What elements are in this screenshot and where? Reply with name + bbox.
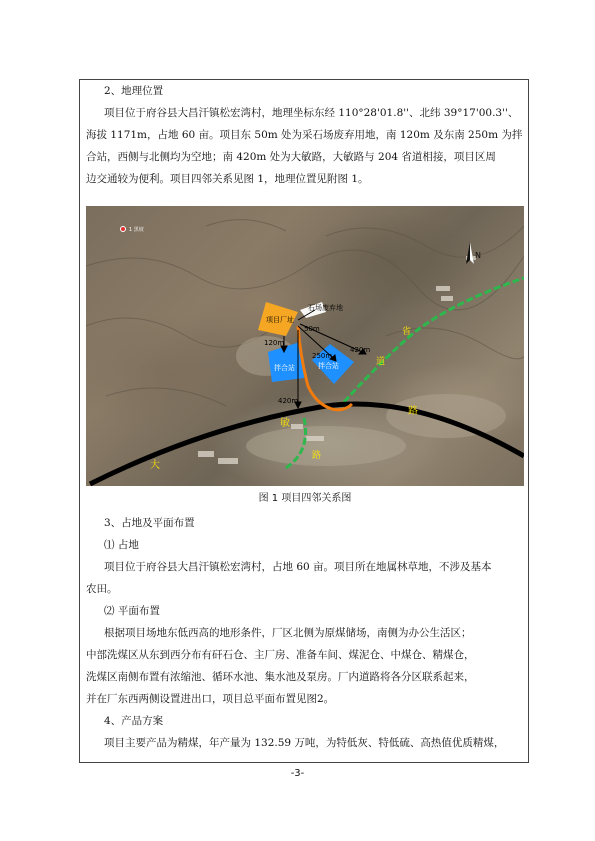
figure-caption: 图 1 项目四邻关系图 (258, 493, 352, 504)
geo-line-4: 边交通较为便利。项目四邻关系见图 1，地理位置见附图 1。 (86, 173, 369, 185)
north-arrow-icon (466, 242, 474, 264)
distance-250m: 250m (312, 352, 333, 360)
geo-line-3: 合站，西侧与北侧均为空地；南 420m 处为大敏路，大敏路与 204 省道相接，项目区周 (86, 151, 496, 163)
satellite-map-figure (86, 206, 524, 486)
provincial-road-north (344, 278, 524, 402)
plan-line-3: 洗煤区南侧布置有浓缩池、循环水池、集水池及泵房。厂内道路将各分区联系起来， (86, 671, 475, 683)
document-frame (79, 79, 529, 763)
geo-line-2: 海拔 1171m，占地 60 亩。项目东 50m 处为采石场废弃用地，南 120m 及东南 250m 为拌 (86, 129, 523, 141)
layout-heading: 3、占地及平面布置 (104, 517, 195, 529)
land-line-1: 项目位于府谷县大昌汗镇松宏湾村，占地 60 亩。项目所在地属林草地，不涉及基本 (104, 561, 492, 573)
plan-line-4: 并在厂东西两侧设置进出口，项目总平面布置见图2。 (86, 693, 335, 705)
page-number: -3- (290, 768, 305, 779)
project-site-label: 项目厂址 (266, 316, 294, 324)
distance-420m-east: 420m (350, 346, 371, 354)
distance-50m: 50m (304, 325, 320, 333)
product-heading: 4、产品方案 (104, 715, 164, 727)
mixing-plant-east-label: 拌合站 (318, 362, 339, 370)
product-line-1: 项目主要产品为精煤，年产量为 132.59 万吨，为特低灰、特低硫、高热值优质精煤， (104, 737, 505, 749)
prov-road-label-3: 路 (312, 451, 322, 461)
road-label-lu: 路 (408, 406, 418, 417)
north-label: N (475, 251, 481, 260)
road-label-min: 敏 (280, 418, 290, 429)
land-line-2: 农田。 (86, 583, 118, 595)
prov-road-label-1: 省 (402, 327, 412, 337)
map-overlay (86, 206, 524, 486)
prov-road-label-2: 道 (376, 357, 386, 367)
quarry-label: 石场废弃地 (308, 304, 343, 312)
plan-line-2: 中部洗煤区从东到西分布有矸石仓、主厂房、准备车间、煤泥仓、中煤仓、精煤仓， (86, 649, 475, 661)
land-subheading: ⑴ 占地 (104, 539, 139, 551)
geo-line-1: 项目位于府谷县大昌汗镇松宏湾村，地理坐标东经 110°28'01.8''、北纬 39°17'00.3''、 (104, 107, 519, 119)
place-pin-icon (121, 227, 126, 232)
geo-heading: 2、地理位置 (104, 85, 164, 97)
plan-subheading: ⑵ 平面布置 (104, 605, 160, 617)
place-pin-label: 1 黑坡 (129, 227, 144, 233)
mixing-plant-west-label: 拌合站 (274, 364, 295, 372)
road-label-da: 大 (150, 460, 160, 471)
plan-line-1: 根据项目场地东低西高的地形条件，厂区北侧为原煤储场，南侧为办公生活区； (104, 627, 472, 639)
distance-120m: 120m (264, 339, 285, 347)
distance-420m-south: 420m (278, 397, 299, 405)
